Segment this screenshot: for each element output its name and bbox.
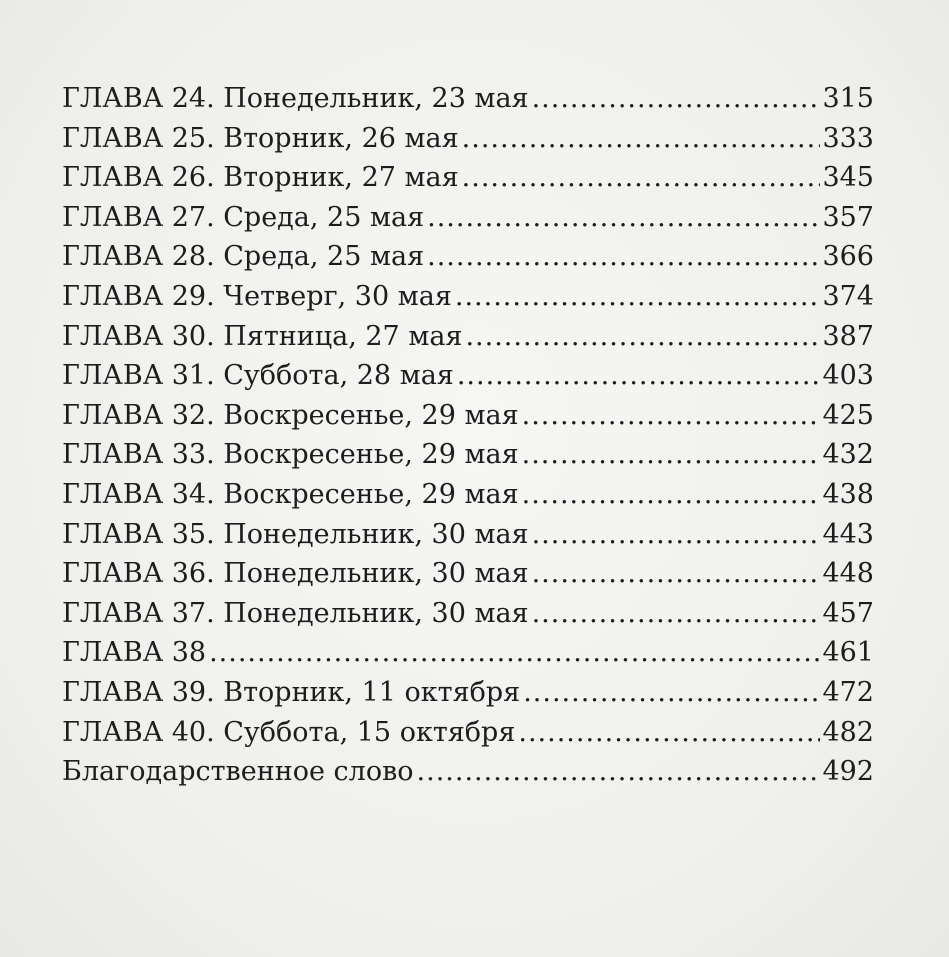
toc-entry-title: ГЛАВА 24. Понедельник, 23 мая xyxy=(62,83,529,114)
dot-leader xyxy=(532,594,821,634)
dot-leader xyxy=(523,673,820,713)
toc-entry-title: ГЛАВА 25. Вторник, 26 мая xyxy=(62,122,459,154)
toc-entry xyxy=(62,396,874,436)
toc-entry xyxy=(62,554,874,594)
dot-leader xyxy=(455,277,821,317)
toc-entry xyxy=(62,277,874,317)
dot-leader xyxy=(522,396,821,436)
toc-entry-title: ГЛАВА 39. Вторник, 11 октября xyxy=(62,676,521,708)
toc-entry xyxy=(62,713,874,753)
toc-entry-title: ГЛАВА 31. Суббота, 28 мая xyxy=(62,360,454,392)
table-of-contents xyxy=(62,79,874,792)
dot-leader xyxy=(209,633,820,673)
toc-entry-page: 443 xyxy=(822,518,874,550)
toc-entry-page: 357 xyxy=(822,201,874,233)
toc-entry xyxy=(62,79,874,119)
toc-entry xyxy=(62,633,874,673)
toc-entry xyxy=(62,673,874,713)
toc-entry-title: ГЛАВА 26. Вторник, 27 мая xyxy=(62,162,459,194)
toc-entry-title: ГЛАВА 36. Понедельник, 30 мая xyxy=(62,558,529,590)
toc-entry-page: 482 xyxy=(822,716,874,748)
dot-leader xyxy=(518,713,820,753)
toc-entry-title: ГЛАВА 38 xyxy=(62,637,207,669)
dot-leader xyxy=(465,317,820,357)
toc-entry-page: 366 xyxy=(822,241,874,273)
toc-entry xyxy=(62,356,874,396)
toc-entry-page: 448 xyxy=(822,558,874,590)
toc-entry-page: 425 xyxy=(822,399,874,431)
toc-entry xyxy=(62,594,874,634)
dot-leader xyxy=(417,752,821,792)
dot-leader xyxy=(457,356,821,396)
toc-entry-title: ГЛАВА 34. Воскресенье, 29 мая xyxy=(62,478,519,510)
toc-entry-title: ГЛАВА 40. Суббота, 15 октября xyxy=(62,716,516,748)
toc-entry-title: ГЛАВА 29. Четверг, 30 мая xyxy=(62,280,452,312)
toc-entry-page: 432 xyxy=(822,439,874,471)
toc-entry-title: ГЛАВА 33. Воскресенье, 29 мая xyxy=(62,439,519,471)
dot-leader xyxy=(427,198,820,238)
toc-entry xyxy=(62,475,874,515)
toc-entry-page: 438 xyxy=(822,478,874,510)
dot-leader xyxy=(522,435,821,475)
toc-entry-title: ГЛАВА 35. Понедельник, 30 мая xyxy=(62,518,529,550)
dot-leader xyxy=(532,554,821,594)
toc-entry-title: ГЛАВА 32. Воскресенье, 29 мая xyxy=(62,399,519,431)
toc-entry-page: 457 xyxy=(822,597,874,629)
toc-entry-title: ГЛАВА 28. Среда, 25 мая xyxy=(62,241,425,273)
toc-entry xyxy=(62,515,874,555)
toc-entry-page: 387 xyxy=(822,320,874,352)
toc-entry-title: ГЛАВА 37. Понедельник, 30 мая xyxy=(62,597,529,629)
toc-entry-page: 492 xyxy=(822,756,874,788)
toc-entry-page: 315 xyxy=(822,83,874,114)
dot-leader xyxy=(462,158,821,198)
toc-entry-page: 374 xyxy=(822,280,874,312)
dot-leader xyxy=(532,79,821,119)
dot-leader xyxy=(532,515,821,555)
toc-entry-page: 461 xyxy=(822,637,874,669)
toc-entry xyxy=(62,198,874,238)
toc-entry-page: 333 xyxy=(822,122,874,154)
toc-entry xyxy=(62,158,874,198)
toc-entry xyxy=(62,435,874,475)
toc-entry xyxy=(62,119,874,159)
toc-entry-page: 403 xyxy=(822,360,874,392)
toc-entry xyxy=(62,237,874,277)
dot-leader xyxy=(462,119,821,159)
dot-leader xyxy=(522,475,821,515)
toc-entry-title: ГЛАВА 27. Среда, 25 мая xyxy=(62,201,425,233)
toc-entry-page: 472 xyxy=(822,676,874,708)
toc-entry-title: Благодарственное слово xyxy=(62,756,414,788)
toc-entry-title: ГЛАВА 30. Пятница, 27 мая xyxy=(62,320,463,352)
toc-entry xyxy=(62,317,874,357)
toc-entry-page: 345 xyxy=(822,162,874,194)
toc-entry xyxy=(62,752,874,792)
dot-leader xyxy=(427,237,820,277)
